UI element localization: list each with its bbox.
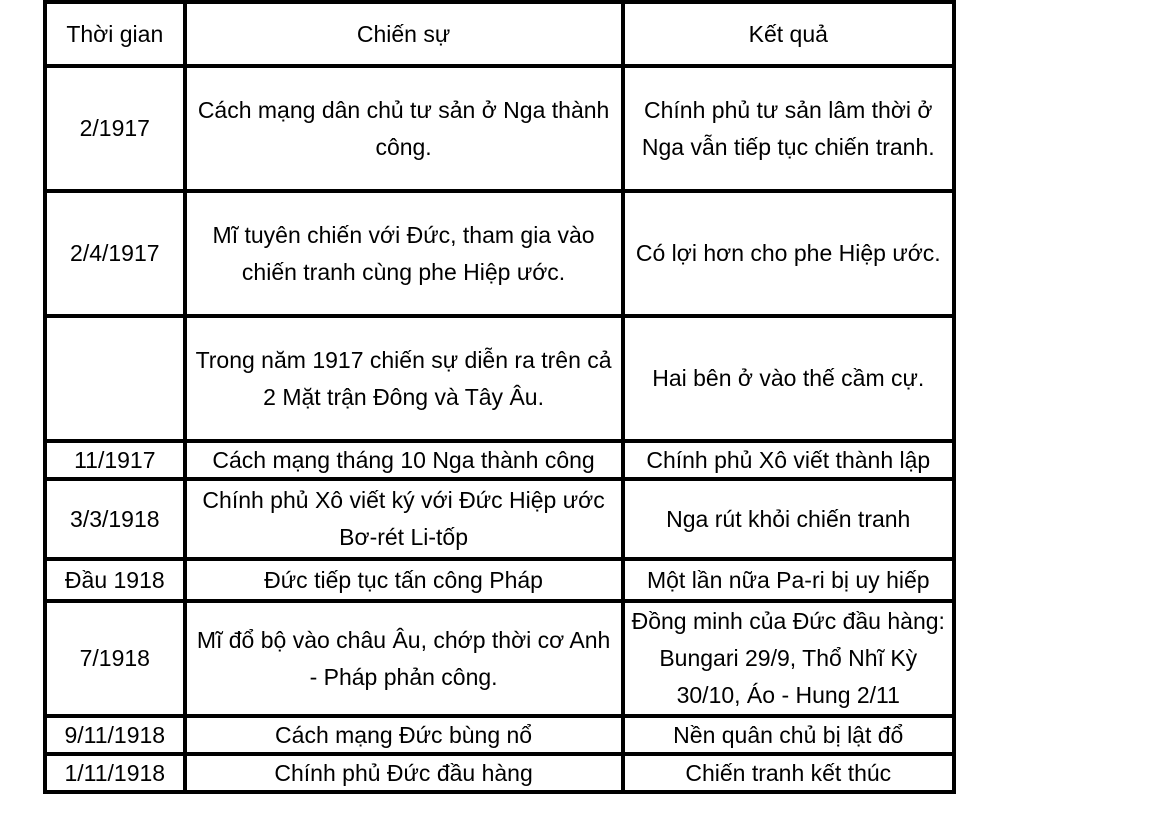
table-row xyxy=(47,603,956,718)
header-result: Kết quả xyxy=(625,4,956,68)
cell-result: Chính phủ tư sản lâm thời ở Nga vẫn tiếp tục chiến tranh. xyxy=(625,68,956,193)
table-header-row xyxy=(47,4,956,68)
cell-time: 11/1917 xyxy=(47,443,187,481)
cell-event: Mĩ tuyên chiến với Đức, tham gia vào chiến tranh cùng phe Hiệp ước. xyxy=(187,193,625,318)
cell-event: Mĩ đổ bộ vào châu Âu, chớp thời cơ Anh - Pháp phản công. xyxy=(187,603,625,718)
cell-result: Nga rút khỏi chiến tranh xyxy=(625,481,956,561)
table-row xyxy=(47,193,956,318)
events-table xyxy=(43,0,956,794)
cell-result: Hai bên ở vào thế cầm cự. xyxy=(625,318,956,443)
cell-time: 9/11/1918 xyxy=(47,718,187,756)
cell-event: Trong năm 1917 chiến sự diễn ra trên cả 2 Mặt trận Đông và Tây Âu. xyxy=(187,318,625,443)
cell-result: Đồng minh của Đức đầu hàng: Bungari 29/9, Thổ Nhĩ Kỳ 30/10, Áo - Hung 2/11 xyxy=(625,603,956,718)
cell-event: Cách mạng dân chủ tư sản ở Nga thành công. xyxy=(187,68,625,193)
cell-event: Đức tiếp tục tấn công Pháp xyxy=(187,561,625,603)
cell-time: Đầu 1918 xyxy=(47,561,187,603)
header-event: Chiến sự xyxy=(187,4,625,68)
table-row xyxy=(47,68,956,193)
cell-time: 2/4/1917 xyxy=(47,193,187,318)
table-row xyxy=(47,718,956,756)
table-row xyxy=(47,318,956,443)
cell-result: Có lợi hơn cho phe Hiệp ước. xyxy=(625,193,956,318)
cell-result: Chiến tranh kết thúc xyxy=(625,756,956,794)
cell-event: Cách mạng tháng 10 Nga thành công xyxy=(187,443,625,481)
cell-result: Chính phủ Xô viết thành lập xyxy=(625,443,956,481)
cell-event: Chính phủ Đức đầu hàng xyxy=(187,756,625,794)
cell-time: 1/11/1918 xyxy=(47,756,187,794)
table-row xyxy=(47,561,956,603)
cell-time: 3/3/1918 xyxy=(47,481,187,561)
table-row xyxy=(47,443,956,481)
cell-result: Nền quân chủ bị lật đổ xyxy=(625,718,956,756)
header-time: Thời gian xyxy=(47,4,187,68)
cell-time: 7/1918 xyxy=(47,603,187,718)
cell-result: Một lần nữa Pa-ri bị uy hiếp xyxy=(625,561,956,603)
table-container xyxy=(43,0,956,794)
cell-event: Chính phủ Xô viết ký với Đức Hiệp ước Bơ-rét Li-tốp xyxy=(187,481,625,561)
cell-time xyxy=(47,318,187,443)
table-row xyxy=(47,756,956,794)
cell-time: 2/1917 xyxy=(47,68,187,193)
table-row xyxy=(47,481,956,561)
cell-event: Cách mạng Đức bùng nổ xyxy=(187,718,625,756)
